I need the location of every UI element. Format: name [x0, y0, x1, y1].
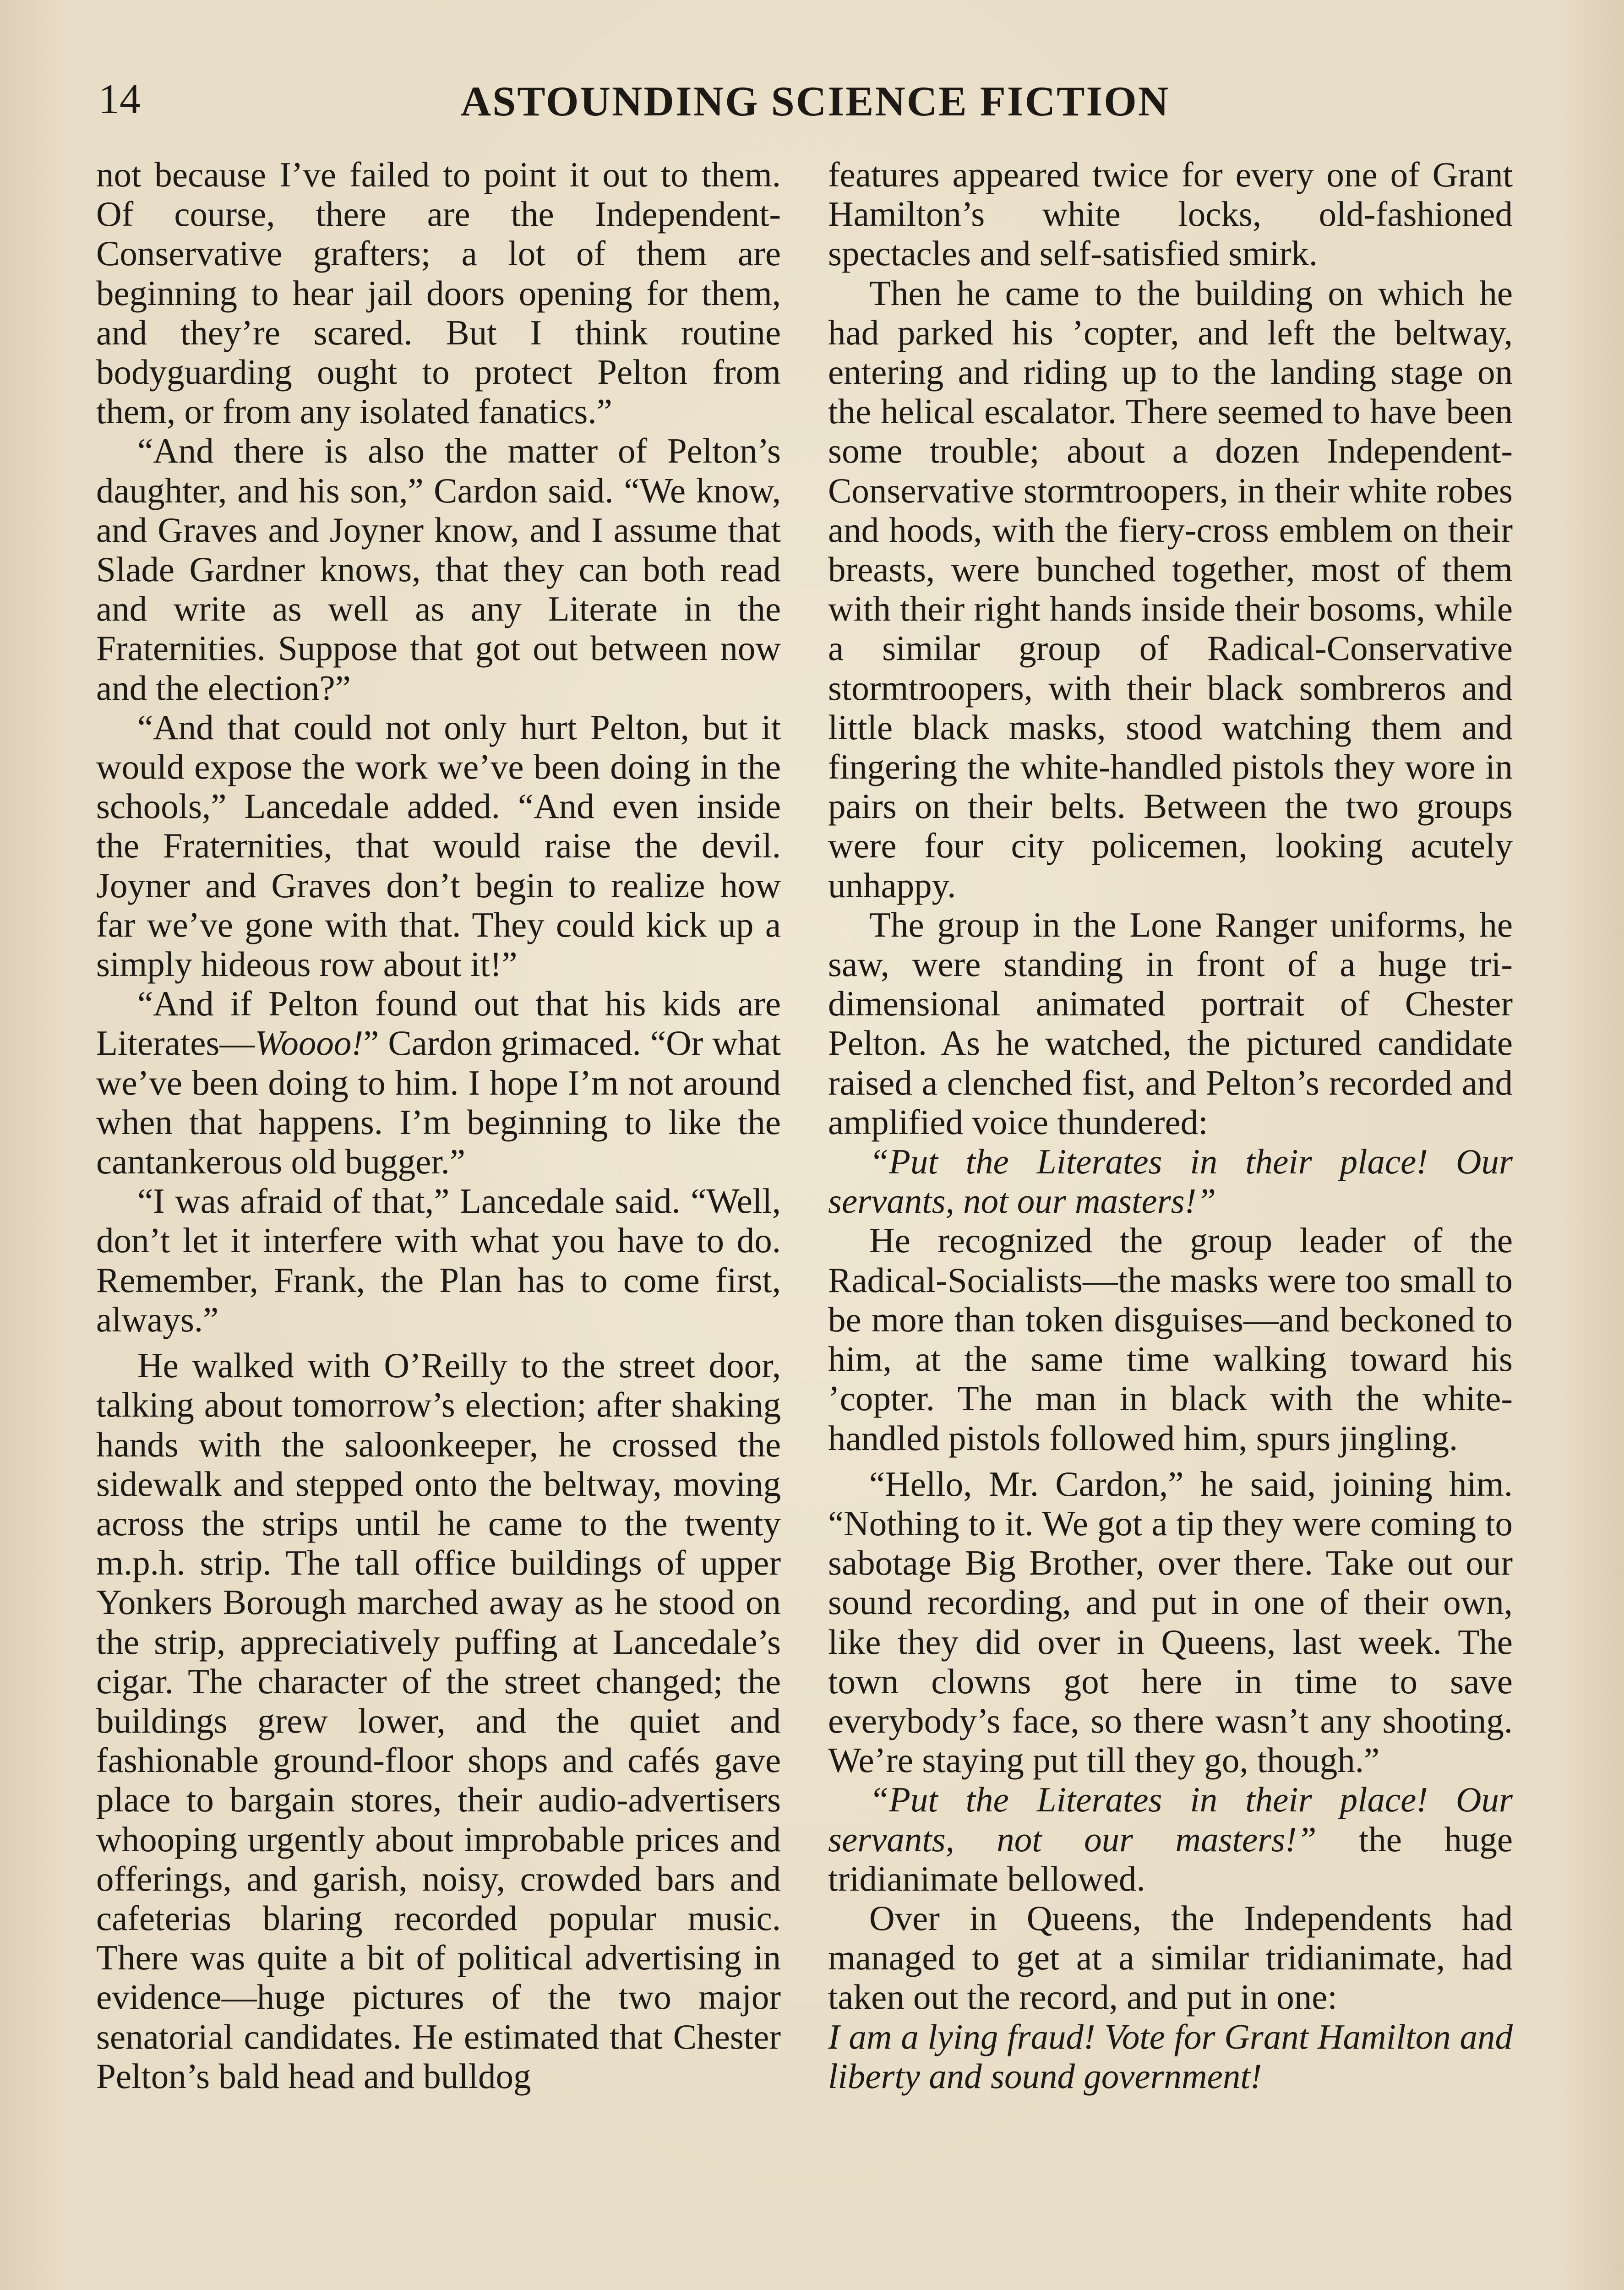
italic-quote: I am a lying fraud! Vote for Grant Hamilton and liberty and sound government! [828, 2017, 1513, 2096]
paragraph: “Hello, Mr. Cardon,” he said, joining him. “Nothing to it. We got a tip they were coming to sabotage Big Brother, over there. Take out our sound recording, and put in one of their own, like they did over in Queens, last week. The town clowns got here in time to save everybody’s face, so there wasn’t any shooting. We’re staying put till they go, though.” [828, 1464, 1513, 1780]
paragraph: He recognized the group leader of the Radical-Socialists—the masks were too small to be more than token disguises—and beckoned to him, at the same time walking toward his ’copter. The man in black with the white-handled pistols followed him, spurs jingling. [828, 1221, 1513, 1458]
paragraph-tail: the huge tridianimate bellowed. [828, 1819, 1513, 1898]
paragraph-italic-quote [828, 1142, 1513, 1221]
paragraph: features appeared twice for every one of Grant Hamilton’s white locks, old-fashioned spectacles and self-satisfied smirk. [828, 155, 1513, 273]
paragraph: “And if Pelton found out that his kids are Literates—Woooo!” Cardon grimaced. “Or what we’ve been doing to him. I hope I’m not around when that happens. I’m beginning to like the cantankerous old bugger.” [96, 984, 781, 1182]
right-column [828, 155, 1513, 2096]
paragraph-italic-quote [828, 2017, 1513, 2096]
paragraph: He walked with O’Reilly to the street door, talking about tomorrow’s election; after shaking hands with the saloonkeeper, he crossed the sidewalk and stepped onto the beltway, moving across the strips until he came to the twenty m.p.h. strip. The tall office buildings of upper Yonkers Borough marched away as he stood on the strip, appreciatively puffing at Lancedale’s cigar. The character of the street changed; the buildings grew lower, and the quiet and fashionable ground-floor shops and cafés gave place to bargain stores, their audio-advertisers whooping urgently about improbable prices and offerings, and garish, noisy, crowded bars and cafeterias blaring recorded popular music. There was quite a bit of political advertising in evidence—huge pictures of the two major senatorial candidates. He estimated that Chester Pelton’s bald head and bulldog [96, 1346, 781, 2096]
paragraph: not because I’ve failed to point it out to them. Of course, there are the Independent-Conservative grafters; a lot of them are beginning to hear jail doors opening for them, and they’re scared. But I think routine bodyguarding ought to protect Pelton from them, or from any isolated fanatics.” [96, 155, 781, 431]
paragraph: “I was afraid of that,” Lancedale said. “Well, don’t let it interfere with what you have to do. Remember, Frank, the Plan has to come first, always.” [96, 1181, 781, 1339]
page-number: 14 [98, 76, 141, 122]
italic-quote: “Put the Literates in their place! Our servants, not our masters!” [828, 1142, 1513, 1221]
paragraph: Over in Queens, the Independents had managed to get at a similar tridianimate, had taken out the record, and put in one: [828, 1898, 1513, 2017]
paragraph: Then he came to the building on which he had parked his ’copter, and left the beltway, entering and riding up to the landing stage on the helical escalator. There seemed to have been some trouble; about a dozen Independent-Conservative stormtroopers, in their white robes and hoods, with the fiery-cross emblem on their breasts, were bunched together, most of them with their right hands inside their bosoms, while a similar group of Radical-Conservative stormtroopers, with their black sombreros and little black masks, stood watching them and fingering the white-handled pistols they wore in pairs on their belts. Between the two groups were four city policemen, looking acutely unhappy. [828, 273, 1513, 905]
left-column [96, 155, 781, 2096]
inline-italic: Woooo! [255, 1023, 364, 1063]
italic-quote: “Put the Literates in their place! Our servants, not our masters!” [828, 1780, 1513, 1859]
paragraph: “And there is also the matter of Pelton’s daughter, and his son,” Cardon said. “We know, and Graves and Joyner know, and I assume that Slade Gardner knows, that they can both read and write as well as any Literate in the Fraternities. Suppose that got out between now and the election?” [96, 431, 781, 708]
paragraph-mixed [828, 1780, 1513, 1898]
running-title: ASTOUNDING SCIENCE FICTION [460, 78, 1170, 125]
paragraph: The group in the Lone Ranger uniforms, he saw, were standing in front of a huge tri-dimensional animated portrait of Chester Pelton. As he watched, the pictured candidate raised a clenched fist, and Pelton’s recorded and amplified voice thundered: [828, 905, 1513, 1142]
paragraph: “And that could not only hurt Pelton, but it would expose the work we’ve been doing in the schools,” Lancedale added. “And even inside the Fraternities, that would raise the devil. Joyner and Graves don’t begin to realize how far we’ve gone with that. They could kick up a simply hideous row about it!” [96, 707, 781, 984]
